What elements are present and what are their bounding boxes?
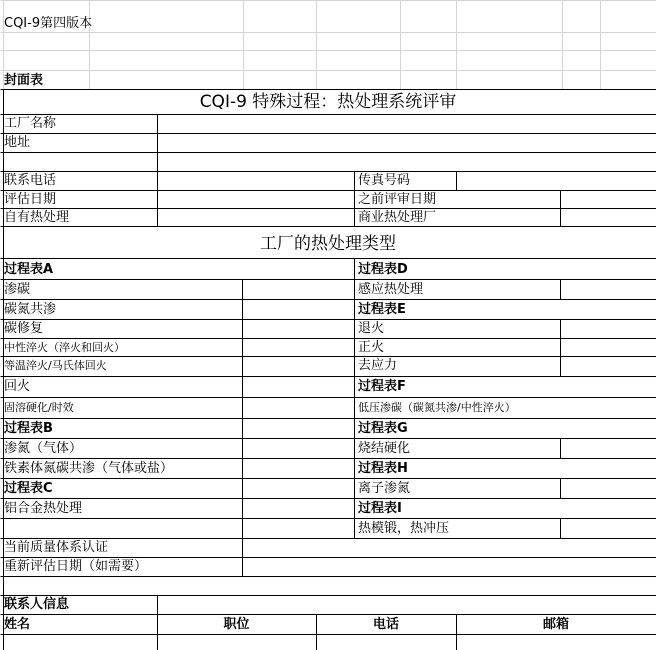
left-item-3: 碳修复 [4,321,44,336]
right-item-11: 离子渗氮 [358,480,411,496]
label-phone: 联系电话 [4,173,57,188]
left-item-6: 回火 [4,379,31,394]
right-item-7: 低压渗碳（碳氮共渗/中性淬火） [358,401,516,414]
right-item-8: 过程表G [358,421,408,436]
right-item-0: 过程表D [358,262,408,277]
left-item-10: 铁素体氮碳共渗（气体或盐） [4,460,174,476]
left-item-4: 中性淬火（淬火和回火） [4,340,125,354]
types-title: 工厂的热处理类型 [260,234,396,254]
main-title: CQI-9 特殊过程：热处理系统评审 [199,91,457,112]
right-item-3: 退火 [358,321,385,336]
header-position: 职位 [223,616,250,632]
right-item-6: 过程表F [358,379,406,394]
label-factory-name: 工厂名称 [4,116,57,131]
left-item-0: 过程表A [4,262,54,277]
right-item-9: 烧结硬化 [358,440,411,456]
right-item-13: 热模锻，热冲压 [358,520,450,536]
label-assess-date: 评估日期 [4,191,57,207]
left-item-7: 固溶硬化/时效 [4,401,74,414]
label-own-heat: 自有热处理 [4,209,70,225]
label-cert: 当前质量体系认证 [4,540,109,555]
right-item-10: 过程表H [358,460,408,476]
contact-title: 联系人信息 [4,597,70,612]
left-item-2: 碳氮共渗 [4,301,57,317]
right-item-2: 过程表E [358,301,406,317]
left-item-1: 渗碳 [4,281,31,297]
header-email: 邮箱 [542,616,569,632]
right-item-12: 过程表I [358,500,402,516]
right-item-1: 感应热处理 [358,281,424,297]
left-item-5: 等温淬火/马氏体回火 [4,359,107,372]
label-prev-date: 之前评审日期 [358,191,437,207]
label-reassess: 重新评估日期（如需要） [4,559,148,574]
left-item-12: 铝合金热处理 [4,500,83,516]
header-phone: 电话 [372,616,399,632]
label-commercial-heat: 商业热处理厂 [358,209,437,225]
right-item-4: 正火 [358,339,385,355]
label-fax: 传真号码 [358,173,411,188]
right-item-5: 去应力 [358,358,398,373]
left-item-8: 过程表B [4,421,53,436]
left-item-11: 过程表C [4,480,53,496]
left-item-9: 渗氮（气体） [4,440,83,456]
label-address: 地址 [4,135,31,150]
header-name: 姓名 [4,616,31,632]
version-label: CQI-9第四版本 [4,15,93,31]
cover-label: 封面表 [4,72,44,88]
